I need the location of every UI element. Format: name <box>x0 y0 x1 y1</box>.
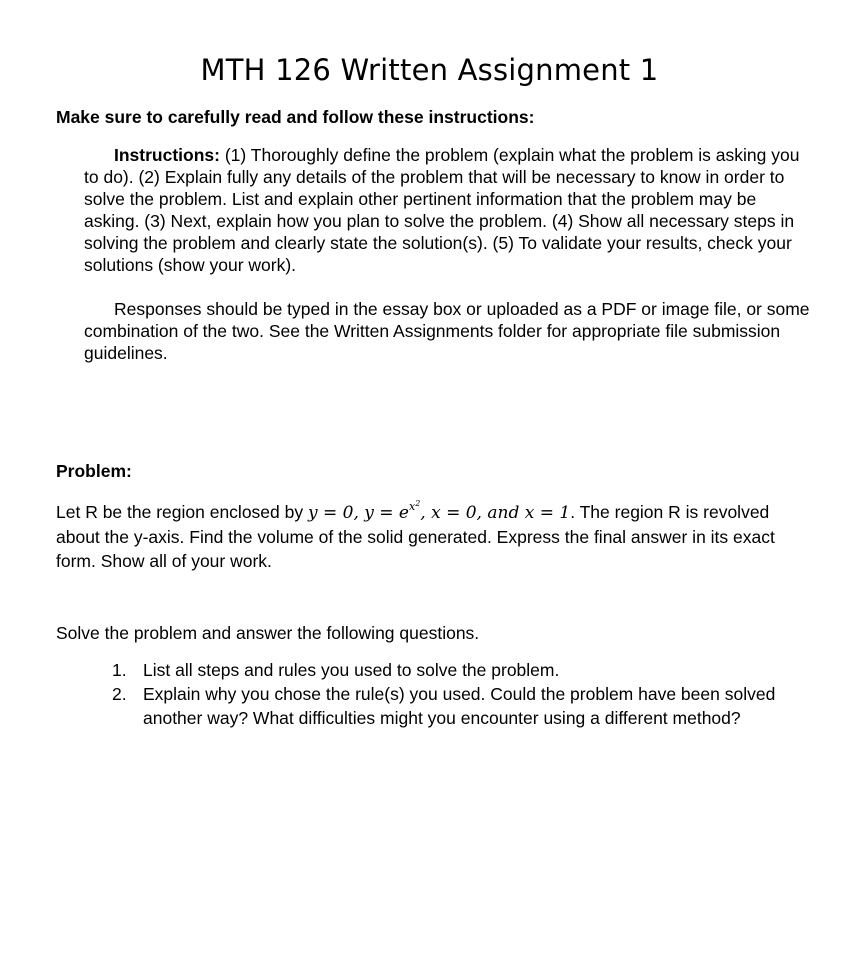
list-item-number: 1. <box>112 660 127 680</box>
exponent <box>409 500 420 513</box>
list-item-text: List all steps and rules you used to solve the problem. <box>143 660 560 680</box>
exponent-base: x <box>408 500 416 513</box>
list-item <box>112 682 802 730</box>
list-item <box>112 658 802 682</box>
equation-main: y = 0, y = e <box>307 503 409 523</box>
instructions-text: (1) Thoroughly define the problem (explain what the problem is asking you to do). (2) Explain fully any details of the problem that will be necessary to know in order to solve the problem. List and explain other pertinent information that the problem may be asking. (3) Next, explain how you plan to solve the problem. (4) Show all necessary steps in solving the problem and clearly state the solution(s). (5) To validate your results, check your solutions (show your work). <box>84 145 800 275</box>
problem-heading: Problem: <box>56 461 132 481</box>
exponent-power: 2 <box>415 499 421 508</box>
equation-rest: , x = 0, and x = 1 <box>420 503 571 523</box>
responses-paragraph: Responses should be typed in the essay box or uploaded as a PDF or image file, or some combination of the two. See the Written Assignments folder for appropriate file submission guidelines. <box>84 299 810 363</box>
list-item-number: 2. <box>112 684 127 704</box>
instructions-label: Instructions: <box>114 145 220 165</box>
instructions-heading: Make sure to carefully read and follow these instructions: <box>56 107 535 127</box>
solve-intro: Solve the problem and answer the following questions. <box>56 623 480 643</box>
list-item-text: Explain why you chose the rule(s) you used. Could the problem have been solved another way? What difficulties might you encounter using a different method? <box>143 684 776 728</box>
problem-statement <box>56 500 816 573</box>
questions-list <box>112 658 802 730</box>
problem-text-before: Let R be the region enclosed by <box>56 502 308 522</box>
problem-text-after: . The region R is revolved about the y-axis. Find the volume of the solid generated. Express the final answer in its exact form. Show all of your work. <box>56 502 775 571</box>
instructions-paragraph <box>84 144 814 276</box>
page-title: MTH 126 Written Assignment 1 <box>200 53 659 87</box>
problem-equation <box>307 499 571 523</box>
